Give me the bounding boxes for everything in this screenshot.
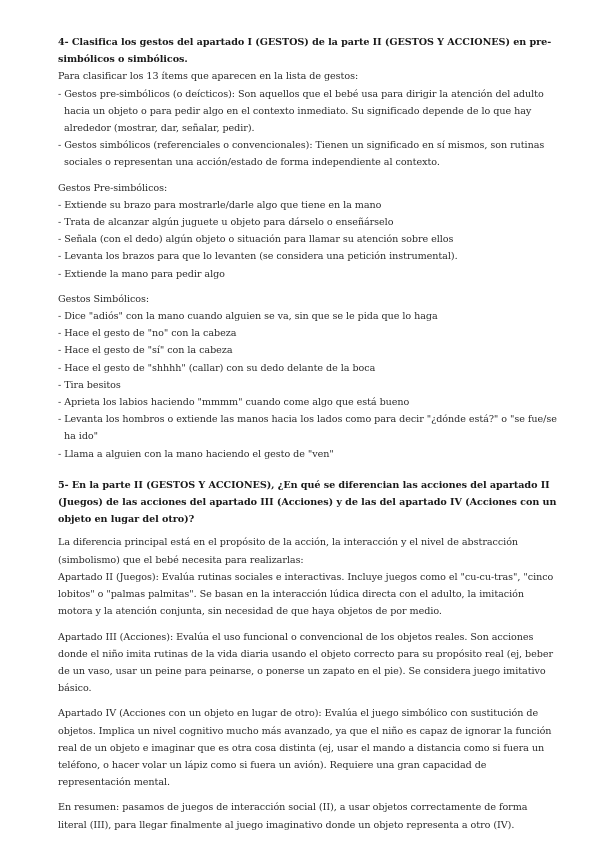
- symbolic-item: - Hace el gesto de "shhhh" (callar) con su dedo delante de la boca: [58, 362, 376, 374]
- symbolic-item: - Dice "adiós" con la mano cuando alguien se va, sin que se le pida que lo haga: [58, 311, 438, 323]
- question-4-title: 4- Clasifica los gestos del apartado I (GESTOS) de la parte II (GESTOS Y ACCIONES) en pre-simbólicos o simbólicos.: [58, 37, 552, 66]
- spacer: [58, 791, 558, 799]
- presymbolic-heading: Gestos Pre-simbólicos:: [58, 182, 168, 194]
- spacer: [58, 283, 558, 291]
- apartado-iv-paragraph: Apartado IV (Acciones con un objeto en lugar de otro): Evalúa el juego simbólico con sustitución de objetos. Implica un nivel cognitivo mucho más avanzado, ya que el niño es capaz de ignorar la función real de un objeto e imaginar que es otra cosa distinta (ej, usar el mando a distancia como si fuera un teléfono, o hacer volar un lápiz como si fuera un avión). Requiere una gran capacidad de representación mental.: [58, 708, 552, 789]
- spacer: [58, 172, 558, 180]
- question-5-intro: La diferencia principal está en el propósito de la acción, la interacción y el nivel de abstracción (simbolismo) que el bebé necesita para realizarlas:: [58, 537, 519, 566]
- question-4-intro: Para clasificar los 13 ítems que aparecen en la lista de gestos:: [58, 71, 359, 83]
- question-5-title: 5- En la parte II (GESTOS Y ACCIONES), ¿En qué se diferencian las acciones del apartado II (Juegos) de las acciones del apartado III (Acciones) y de las del apartado IV (Acciones con un objeto en lugar del otro)?: [58, 479, 557, 526]
- symbolic-item: - Tira besitos: [58, 379, 121, 391]
- apartado-iii-paragraph: Apartado III (Acciones): Evalúa el uso funcional o convencional de los objetos reales. Son acciones donde el niño imita rutinas de la vida diaria usando el objeto correcto para su propósito real (ej, beber de un vaso, usar un peine para peinarse, o ponerse un zapato en el pie). Se considera juego imitativo básico.: [58, 631, 553, 695]
- spacer: [58, 621, 558, 629]
- presymbolic-item: - Señala (con el dedo) algún objeto o situación para llamar su atención sobre ellos: [58, 234, 454, 246]
- definition-symbolic: - Gestos simbólicos (referenciales o convencionales): Tienen un significado en sí mismos, son rutinas sociales o representan una acción/estado de forma independiente al contexto.: [58, 140, 545, 169]
- symbolic-item: - Levanta los hombros o extiende las manos hacia los lados como para decir "¿dónde está?" o "se fue/se ha ido": [58, 414, 557, 443]
- presymbolic-item: - Trata de alcanzar algún juguete u objeto para dárselo o enseñárselo: [58, 217, 394, 229]
- symbolic-item: - Llama a alguien con la mano haciendo el gesto de "ven": [58, 448, 334, 460]
- spacer: [58, 697, 558, 705]
- symbolic-heading: Gestos Simbólicos:: [58, 293, 150, 305]
- summary-paragraph: En resumen: pasamos de juegos de interacción social (II), a usar objetos correctamente de forma literal (III), para llegar finalmente al juego imaginativo donde un objeto representa a otro (IV).: [58, 802, 528, 831]
- presymbolic-item: - Extiende la mano para pedir algo: [58, 268, 225, 280]
- symbolic-item: - Aprieta los labios haciendo "mmmm" cuando come algo que está bueno: [58, 397, 410, 409]
- apartado-ii-paragraph: Apartado II (Juegos): Evalúa rutinas sociales e interactivas. Incluye juegos como el "cu-cu-tras", "cinco lobitos" o "palmas palmitas". Se basan en la interacción lúdica directa con el adulto, la imitación motora y la atención conjunta, sin necesidad de que haya objetos de por medio.: [58, 571, 554, 618]
- document-page: [58, 34, 558, 834]
- presymbolic-item: - Extiende su brazo para mostrarle/darle algo que tiene en la mano: [58, 199, 382, 211]
- presymbolic-item: - Levanta los brazos para que lo levanten (se considera una petición instrumental).: [58, 251, 458, 263]
- spacer: [58, 463, 558, 477]
- symbolic-item: - Hace el gesto de "sí" con la cabeza: [58, 345, 233, 357]
- symbolic-item: - Hace el gesto de "no" con la cabeza: [58, 328, 237, 340]
- definition-presymbolic: - Gestos pre-simbólicos (o deícticos): Son aquellos que el bebé usa para dirigir la atención del adulto hacia un objeto o para pedir algo en el contexto inmediato. Su significado depende de lo que hay alrededor (mostrar, dar, señalar, pedir).: [58, 88, 544, 135]
